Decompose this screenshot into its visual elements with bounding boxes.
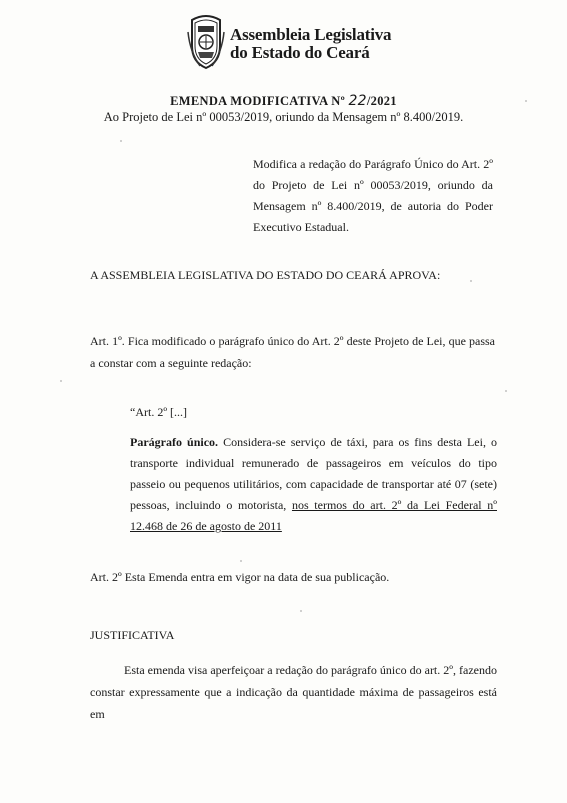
- document-title: [0, 93, 567, 109]
- scan-speck: [300, 610, 302, 612]
- justification-heading: JUSTIFICATIVA: [90, 628, 175, 642]
- scan-speck: [525, 100, 527, 102]
- title-block: [0, 93, 567, 125]
- organization-name: [230, 26, 391, 62]
- paragraph-text: Considera-se serviço de táxi, para os fins desta Lei, o transporte individual remunerado de passageiros em veículos do tipo passeio ou pequenos utilitários, com capacidade de transportar até 07 (sete) pessoas, incluindo o motorista,: [130, 435, 497, 512]
- scan-speck: [60, 380, 62, 382]
- scan-speck: [240, 560, 242, 562]
- justification-text: Esta emenda visa aperfeiçoar a redação do parágrafo único do art. 2º, fazendo constar expressamente que a indicação da quantidade máxima de passageiros está em: [90, 663, 497, 721]
- approval-statement: A ASSEMBLEIA LEGISLATIVA DO ESTADO DO CEARÁ APROVA:: [90, 268, 441, 282]
- article-2: Art. 2º Esta Emenda entra em vigor na data de sua publicação.: [90, 570, 390, 584]
- article-1: Art. 1º. Fica modificado o parágrafo único do Art. 2º deste Projeto de Lei, que passa a constar com a seguinte redação:: [90, 334, 495, 370]
- org-line-2: do Estado do Ceará: [230, 43, 370, 62]
- letterhead: [186, 12, 446, 72]
- title-prefix: EMENDA MODIFICATIVA Nº: [170, 94, 346, 108]
- handwritten-number: 22: [348, 93, 367, 109]
- document-subtitle: Ao Projeto de Lei nº 00053/2019, oriundo da Mensagem nº 8.400/2019.: [103, 110, 464, 124]
- scan-speck: [120, 140, 122, 142]
- org-line-1: Assembleia Legislativa: [230, 25, 392, 44]
- coat-of-arms-icon: [186, 12, 226, 70]
- ementa: Modifica a redação do Parágrafo Único do Art. 2º do Projeto de Lei nº 00053/2019, oriundo da Mensagem nº 8.400/2019, de autoria do Poder Executivo Estadual.: [253, 157, 493, 234]
- paragraph-label: Parágrafo único.: [130, 435, 219, 449]
- scan-speck: [470, 280, 472, 282]
- quoted-article: “Art. 2º [...]: [130, 405, 188, 419]
- paragraph-underlined: nos termos do art. 2º da Lei Federal nº 12.468 de 26 de agosto de 2011: [130, 498, 497, 533]
- paragraph-unico: [130, 432, 497, 537]
- title-suffix: /2021: [366, 94, 397, 108]
- scan-speck: [505, 390, 507, 392]
